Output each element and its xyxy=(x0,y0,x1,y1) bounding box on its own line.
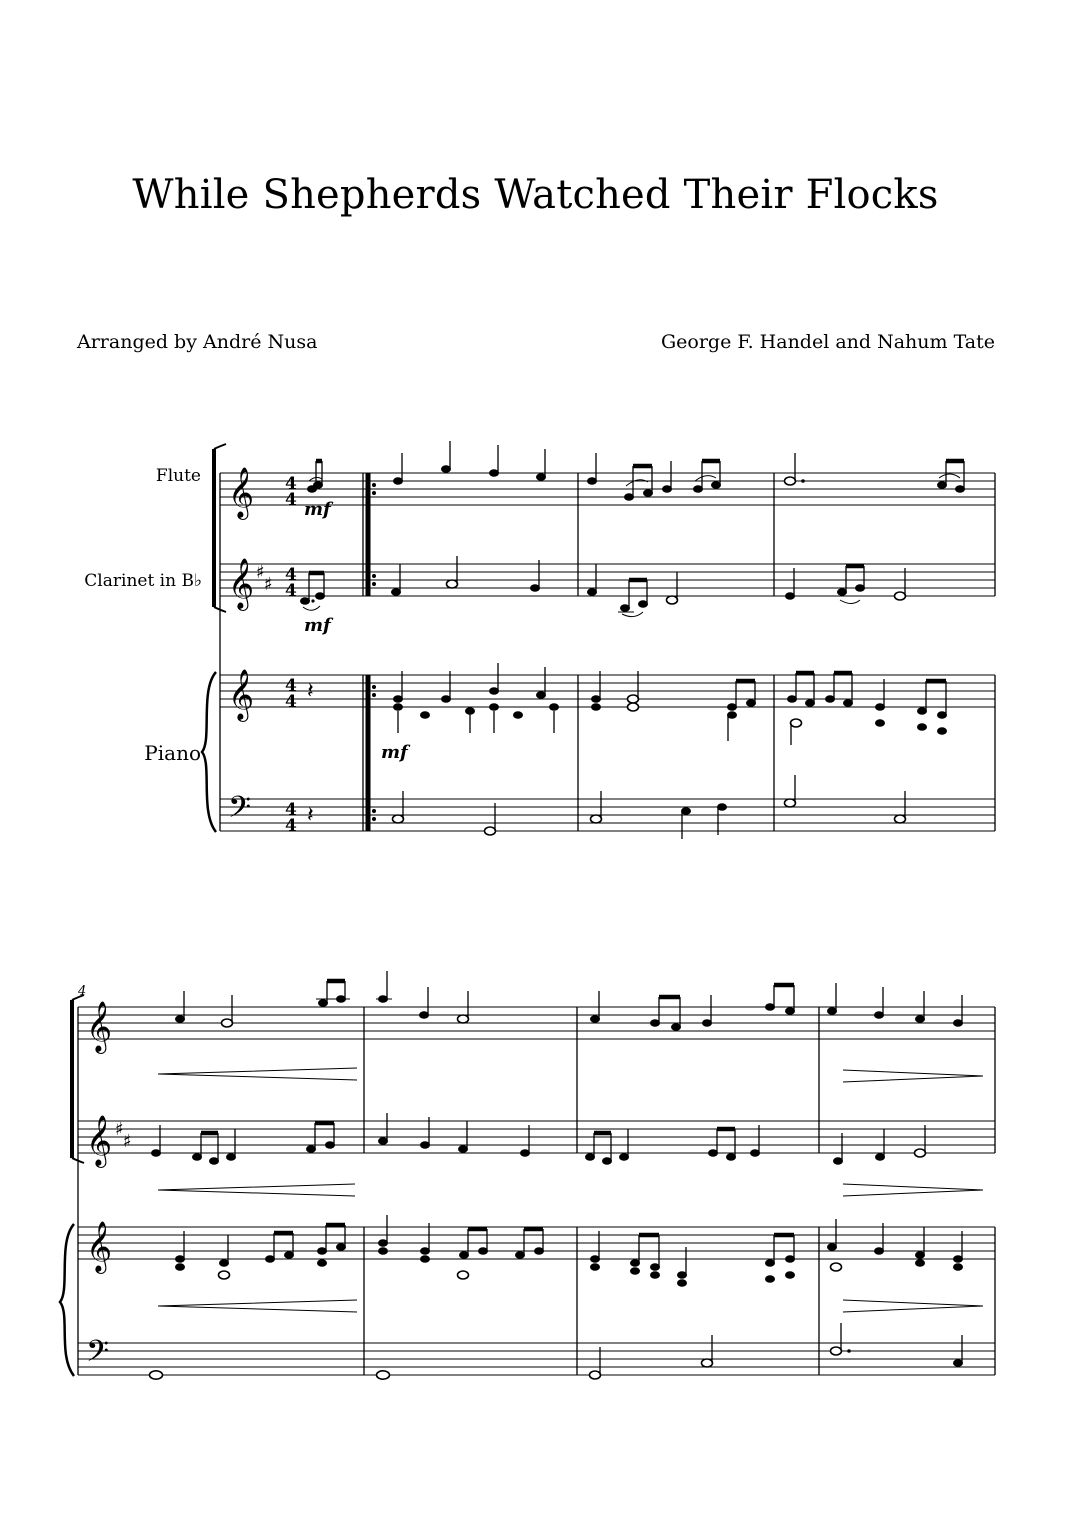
quarter-rest-icon: 𝄽 xyxy=(307,679,314,704)
clarinet-staff-2 xyxy=(78,1121,995,1153)
sharp-icon: ♯ xyxy=(256,562,265,583)
system-1 xyxy=(202,441,995,839)
sharp-icon: ♯ xyxy=(123,1131,132,1152)
quarter-rest-icon: 𝄽 xyxy=(307,803,314,828)
dynamic-mark: mf xyxy=(381,742,408,763)
svg-text:4: 4 xyxy=(285,565,297,585)
dynamic-mark: mf xyxy=(304,499,331,520)
clarinet-notes-m1 xyxy=(391,556,540,596)
arranger-credit: Arranged by André Nusa xyxy=(77,331,318,353)
piano-treble-m3 xyxy=(787,673,947,745)
clarinet-label: Clarinet in B♭ xyxy=(84,571,202,591)
treble-clef-icon: 𝄞 xyxy=(228,467,255,518)
dynamic-mark: mf xyxy=(304,615,331,636)
piano-treble-staff xyxy=(220,675,995,707)
flute-notes-m1 xyxy=(393,441,546,485)
flute-notes-m0 xyxy=(307,461,323,493)
barlines-system-1 xyxy=(363,473,995,831)
measure-number: 4 xyxy=(78,984,87,999)
flute-label: Flute xyxy=(155,466,201,486)
svg-text:4: 4 xyxy=(285,800,297,820)
sharp-icon: ♯ xyxy=(264,574,273,595)
clarinet-staff xyxy=(220,564,995,596)
flute-notes-sys2 xyxy=(175,971,963,1031)
svg-text:4: 4 xyxy=(285,474,297,494)
piano-brace xyxy=(60,1224,74,1376)
sharp-icon: ♯ xyxy=(115,1119,124,1140)
svg-text:4: 4 xyxy=(285,816,297,836)
piano-bass-staff-2 xyxy=(78,1343,995,1375)
hairpins xyxy=(158,1068,983,1312)
treble-clef-icon: 𝄞 xyxy=(86,1115,113,1166)
treble-clef-icon: 𝄞 xyxy=(86,1221,113,1272)
system-2 xyxy=(60,971,995,1379)
barlines-system-2 xyxy=(364,1007,995,1375)
treble-clef-icon: 𝄞 xyxy=(86,1001,113,1052)
piano-bass-staff xyxy=(220,799,995,831)
time-signatures xyxy=(285,474,297,836)
piano-brace xyxy=(202,672,216,832)
composer-credit: George F. Handel and Nahum Tate xyxy=(660,331,995,353)
treble-clef-icon: 𝄞 xyxy=(228,558,255,609)
page-title: While Shepherds Watched Their Flocks xyxy=(132,172,939,218)
piano-treble-m2 xyxy=(591,671,756,741)
piano-treble-m1 xyxy=(393,663,559,733)
svg-text:4: 4 xyxy=(285,692,297,712)
svg-text:4: 4 xyxy=(285,581,297,601)
treble-clef-icon: 𝄞 xyxy=(228,669,255,720)
bass-clef-icon: 𝄢 xyxy=(228,791,252,832)
flute-notes-m2 xyxy=(587,453,721,501)
piano-label: Piano xyxy=(144,741,201,765)
svg-text:4: 4 xyxy=(285,490,297,510)
clarinet-notes-m0 xyxy=(300,573,325,610)
bass-clef-icon: 𝄢 xyxy=(86,1335,110,1376)
flute-staff-2 xyxy=(78,1007,995,1039)
svg-text:4: 4 xyxy=(285,676,297,696)
flute-staff xyxy=(220,473,995,505)
